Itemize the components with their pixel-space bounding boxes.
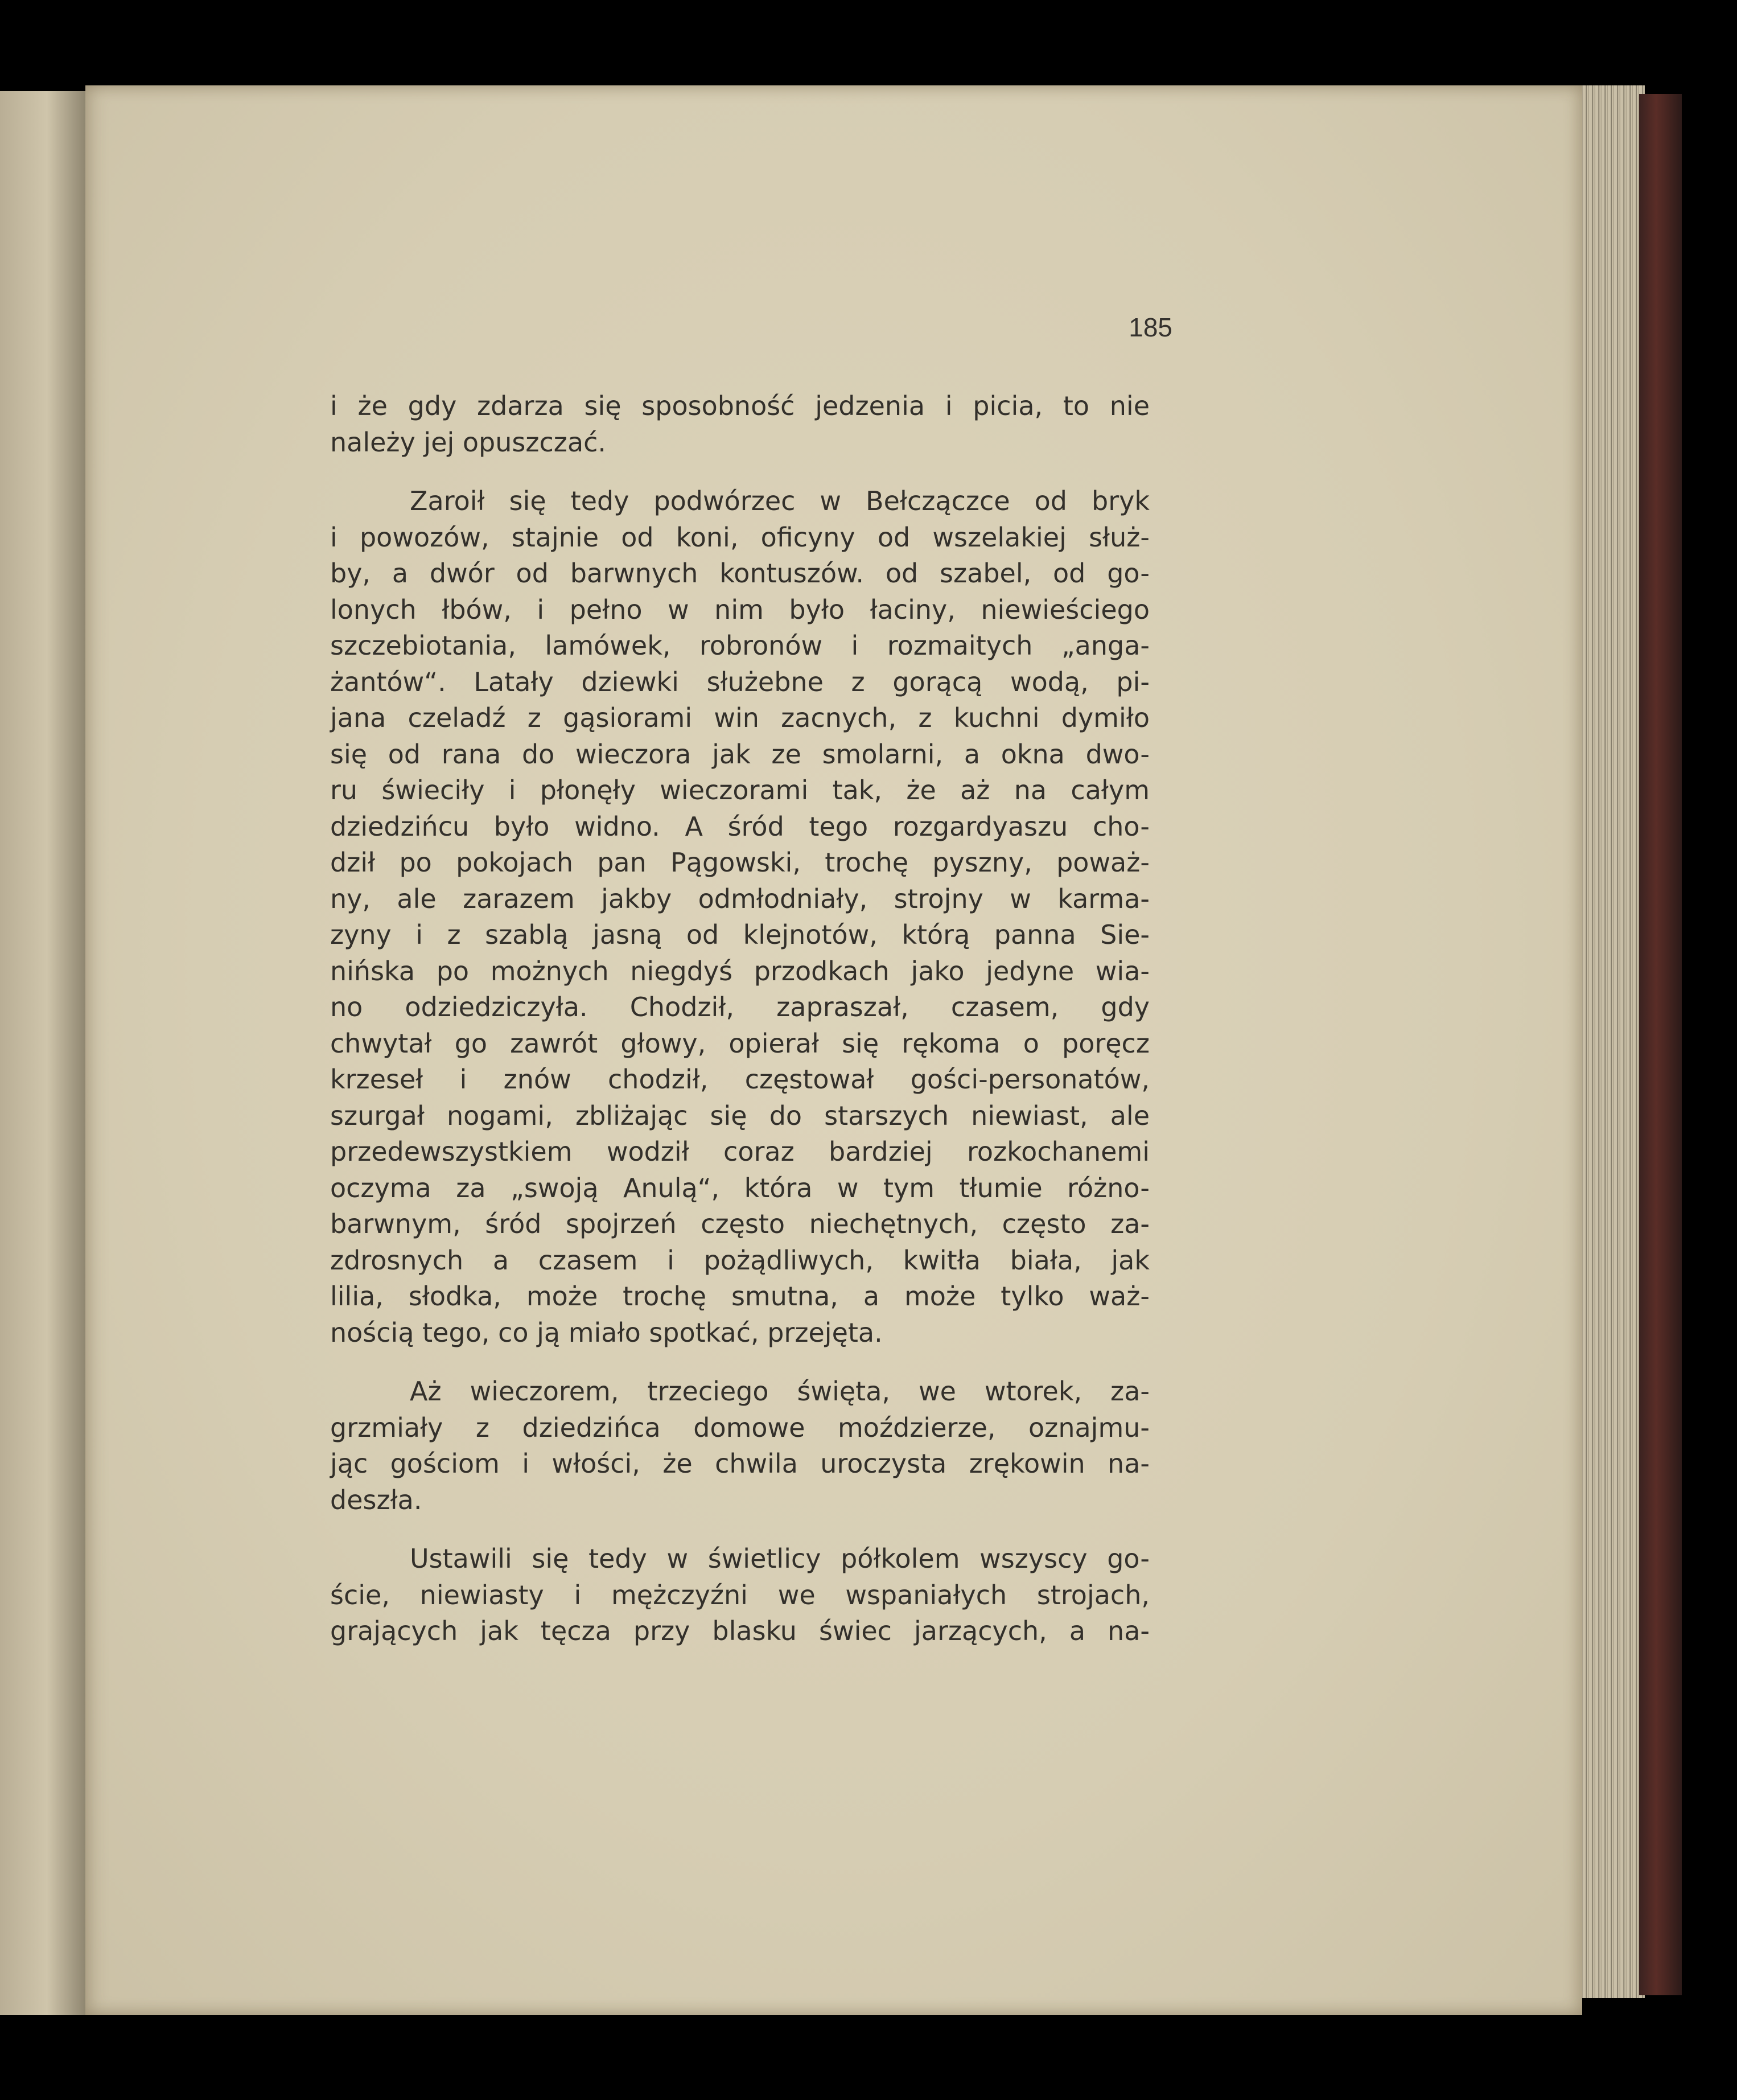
text-line: no odziedziczyła. Chodził, zapraszał, czasem, gdy xyxy=(330,992,1150,1022)
text-line: żantów“. Latały dziewki służebne z gorącą wodą, pi- xyxy=(330,666,1150,697)
text-line: lonych łbów, i pełno w nim było łaciny, niewieściego xyxy=(330,594,1150,625)
text-line: i że gdy zdarza się sposobność jedzenia i picia, to nie xyxy=(330,391,1150,421)
text-line: Ustawili się tedy w świetlicy półkolem wszyscy go- xyxy=(410,1543,1150,1574)
text-line: Aż wieczorem, trzeciego święta, we wtorek, za- xyxy=(410,1376,1150,1407)
text-line: ru świeciły i płonęły wieczorami tak, że aż na całym xyxy=(330,775,1150,806)
text-line: należy jej opuszczać. xyxy=(330,426,607,458)
text-line: Zaroił się tedy podwórzec w Bełczączce od bryk xyxy=(410,486,1150,516)
text-line: szurgał nogami, zbliżając się do starszych niewiast, ale xyxy=(330,1100,1150,1131)
text-line: nińska po możnych niegdyś przodkach jako jedyne wia- xyxy=(330,955,1150,987)
text-line: zdrosnych a czasem i pożądliwych, kwitła biała, jak xyxy=(330,1244,1150,1276)
text-line: ny, ale zarazem jakby odmłodniały, strojny w karma- xyxy=(330,883,1150,914)
text-line: krzeseł i znów chodził, częstował gości-personatów, xyxy=(330,1064,1150,1095)
text-line: dził po pokojach pan Pągowski, trochę pyszny, poważ- xyxy=(330,847,1150,878)
paragraph xyxy=(330,483,1150,1351)
left-page-edge xyxy=(0,91,85,2015)
text-line: lilia, słodka, może trochę smutna, a może tylko waż- xyxy=(330,1281,1150,1312)
text-line: się od rana do wieczora jak ze smolarni, a okna dwo- xyxy=(330,738,1150,770)
text-line: grających jak tęcza przy blasku świec jarzących, a na- xyxy=(330,1616,1150,1646)
text-line: grzmiały z dziedzińca domowe moździerze, oznajmu- xyxy=(330,1412,1150,1443)
book-cover-edge xyxy=(1639,94,1682,1995)
book-page-edges xyxy=(1577,85,1645,1998)
text-line: chwytał go zawrót głowy, opierał się rękoma o poręcz xyxy=(330,1028,1150,1059)
text-line: ście, niewiasty i mężczyźni we wspaniałych strojach, xyxy=(330,1579,1150,1610)
text-line: by, a dwór od barwnych kontuszów. od szabel, od go- xyxy=(330,558,1150,589)
paragraph xyxy=(330,1374,1150,1518)
text-line: oczyma za „swoją Anulą“, która w tym tłumie różno- xyxy=(330,1172,1150,1203)
text-line: jana czeladź z gąsiorami win zacnych, z kuchni dymiło xyxy=(330,702,1150,733)
body-text xyxy=(330,388,1150,1650)
text-line: deszła. xyxy=(330,1484,422,1515)
page-number: 185 xyxy=(1129,313,1172,342)
text-line: przedewszystkiem wodził coraz bardziej rozkochanemi xyxy=(330,1136,1150,1167)
paragraph xyxy=(330,1541,1150,1650)
text-line: nością tego, co ją miało spotkać, przejęta. xyxy=(330,1317,883,1348)
text-line: szczebiotania, lamówek, robronów i rozmaitych „anga- xyxy=(330,630,1150,661)
text-line: barwnym, śród spojrzeń często niechętnych, często za- xyxy=(330,1209,1150,1239)
text-line: zyny i z szablą jasną od klejnotów, którą panna Sie- xyxy=(330,919,1150,950)
text-line: dziedzińcu było widno. A śród tego rozgardyaszu cho- xyxy=(330,811,1150,842)
paragraph xyxy=(330,388,1150,461)
text-line: i powozów, stajnie od koni, oficyny od wszelakiej służ- xyxy=(330,521,1150,553)
text-line: jąc gościom i włości, że chwila uroczysta zrękowin na- xyxy=(330,1448,1150,1479)
